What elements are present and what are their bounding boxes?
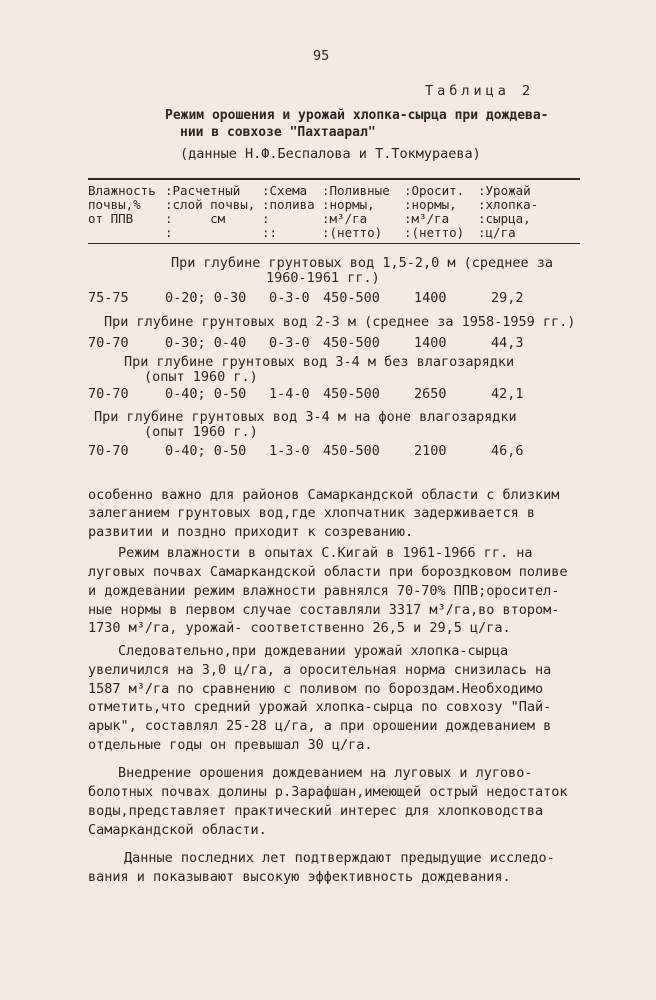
cell-irrigation-norm: 2100 <box>414 443 447 459</box>
cell-yield: 44,3 <box>491 335 524 351</box>
group-caption: При глубине грунтовых вод 3-4 м без влагозарядки <box>124 354 515 370</box>
text-line: 1730 м³/га, урожай- соответственно 26,5 и 29,5 ц/га. <box>88 620 511 636</box>
cell-yield: 29,2 <box>491 290 524 306</box>
table-header-rule <box>88 243 580 244</box>
cell-watering-norm: 450-500 <box>323 290 380 306</box>
cell-watering-norm: 450-500 <box>323 335 380 351</box>
group-caption: 1960-1961 гг.) <box>266 270 380 286</box>
cell-soil-layer: 0-40; 0-50 <box>165 443 247 459</box>
text-line: Данные последних лет подтверждают предыдущие исследо- <box>124 850 555 866</box>
text-line: вания и показывают высокую эффективность дождевания. <box>88 869 511 885</box>
cell-watering-norm: 450-500 <box>323 386 380 402</box>
group-caption: (опыт 1960 г.) <box>144 424 258 440</box>
cell-irrigation-norm: 2650 <box>414 386 447 402</box>
text-line: 1587 м³/га по сравнению с поливом по бороздам.Необходимо <box>88 681 544 697</box>
text-line: Внедрение орошения дождеванием на луговых и лугово- <box>118 765 533 781</box>
text-line: увеличился на 3,0 ц/га, а оросительная норма снизилась на <box>88 662 552 678</box>
table-source: (данные Н.Ф.Беспалова и Т.Токмураева) <box>180 146 481 162</box>
cell-soil-layer: 0-40; 0-50 <box>165 386 247 402</box>
cell-scheme: 0-3-0 <box>269 290 310 306</box>
cell-watering-norm: 450-500 <box>323 443 380 459</box>
text-line: отдельные годы он превышал 30 ц/га. <box>88 737 373 753</box>
text-line: особенно важно для районов Самаркандской области с близким <box>88 487 560 503</box>
cell-soil-layer: 0-20; 0-30 <box>165 290 247 306</box>
group-caption: При глубине грунтовых вод 3-4 м на фоне влагозарядки <box>94 409 517 425</box>
cell-moisture: 70-70 <box>88 443 129 459</box>
text-line: залеганием грунтовых вод,где хлопчатник задерживается в <box>88 505 536 521</box>
cell-scheme: 1-4-0 <box>269 386 310 402</box>
table-title-line-1: Режим орошения и урожай хлопка-сырца при дождева- <box>165 108 549 123</box>
cell-soil-layer: 0-30; 0-40 <box>165 335 247 351</box>
cell-moisture: 75-75 <box>88 290 129 306</box>
cell-moisture: 70-70 <box>88 386 129 402</box>
text-line: Самаркандской области. <box>88 822 267 838</box>
text-line: ные нормы в первом случае составляли 3317 м³/га,во втором- <box>88 602 560 618</box>
text-line: болотных почвах долины р.Зарафшан,имеющей острый недостаток <box>88 784 568 800</box>
text-line: Режим влажности в опытах С.Кигай в 1961-1966 гг. на <box>118 545 533 561</box>
text-line: развитии и поздно приходит к созреванию. <box>88 524 414 540</box>
text-line: и дождевании режим влажности равнялся 70-70% ППВ;оросител- <box>88 583 560 599</box>
table-top-rule <box>88 178 580 180</box>
text-line: Следовательно,при дождевании урожай хлопка-сырца <box>118 643 509 659</box>
document-page: 95 Таблица 2 Режим орошения и урожай хлопка-сырца при дождева- нии в совхозе "Пахтаарал" (данные Н.Ф.Беспалова и Т.Токмураева) Влажность почвы,% от ППВ :Расчетный :слой почвы, : см : :Схема :полива : :: :Поливные :нормы, :м³/га :(нетто) :Оросит. :нормы, :м³/га :(нетто) :Урожай :хлопка- :сырца, :ц/га При глубине грунтовых вод 1,5-2,0 м (среднее за 1960-1961 гг.) 75-75 0-20; 0-30 0-3-0 450-500 1400 29,2 При глубине грунтовых вод 2-3 м (среднее за 1958-1959 гг.) 70-70 0-30; 0-40 0-3-0 450-500 1400 44,3 При глубине грунтовых вод 3-4 м без влагозарядки (опыт 1960 г.) 70-70 0-40; 0-50 1-4-0 450-500 2650 42,1 При глубине грунтовых вод 3-4 м на фоне влагозарядки (опыт 1960 г.) 70-70 0-40; 0-50 1-3-0 450-500 2100 46,6 особенно важно для районов Самаркандской области с близким залеганием грунтовых вод,где хлопчатник задерживается в развитии и поздно приходит к созреванию. Режим влажности в опытах С.Кигай в 1961-1966 гг. на луговых почвах Самаркандской области при бороздковом поливе и дождевании режим влажности равнялся 70-70% ППВ;оросител- ные нормы в первом случае составляли 3317 м³/га,во втором- 1730 м³/га, урожай- соответственно 26,5 и 29,5 ц/га. Следовательно,при дождевании урожай хлопка-сырца увеличился на 3,0 ц/га, а оросительная норма снизилась на 1587 м³/га по сравнению с поливом по бороздам.Необходимо отметить,что средний урожай хлопка-сырца по совхозу "Пай- арык", составлял 25-28 ц/га, а при орошении дождеванием в отдельные годы он превышал 30 ц/га. Внедрение орошения дождеванием на луговых и лугово- болотных почвах долины р.Зарафшан,имеющей острый недостаток воды,представляет практический интерес для хлопководства Самаркандской области. Данные последних лет подтверждают предыдущие исследо- вания и показывают высокую эффективность дождевания. <box>0 0 656 1000</box>
cell-irrigation-norm: 1400 <box>414 290 447 306</box>
cell-irrigation-norm: 1400 <box>414 335 447 351</box>
text-line: луговых почвах Самаркандской области при бороздковом поливе <box>88 564 568 580</box>
group-caption: При глубине грунтовых вод 2-3 м (среднее за 1958-1959 гг.) <box>104 314 576 330</box>
cell-yield: 42,1 <box>491 386 524 402</box>
table-label: Таблица 2 <box>425 83 535 99</box>
cell-scheme: 0-3-0 <box>269 335 310 351</box>
cell-moisture: 70-70 <box>88 335 129 351</box>
cell-scheme: 1-3-0 <box>269 443 310 459</box>
text-line: воды,представляет практический интерес для хлопководства <box>88 803 544 819</box>
text-line: отметить,что средний урожай хлопка-сырца по совхозу "Пай- <box>88 699 552 715</box>
group-caption: При глубине грунтовых вод 1,5-2,0 м (среднее за <box>171 255 554 271</box>
cell-yield: 46,6 <box>491 443 524 459</box>
group-caption: (опыт 1960 г.) <box>144 369 258 385</box>
text-line: арык", составлял 25-28 ц/га, а при орошении дождеванием в <box>88 718 552 734</box>
page-number: 95 <box>313 48 330 64</box>
table-title-line-2: нии в совхозе "Пахтаарал" <box>180 125 376 140</box>
